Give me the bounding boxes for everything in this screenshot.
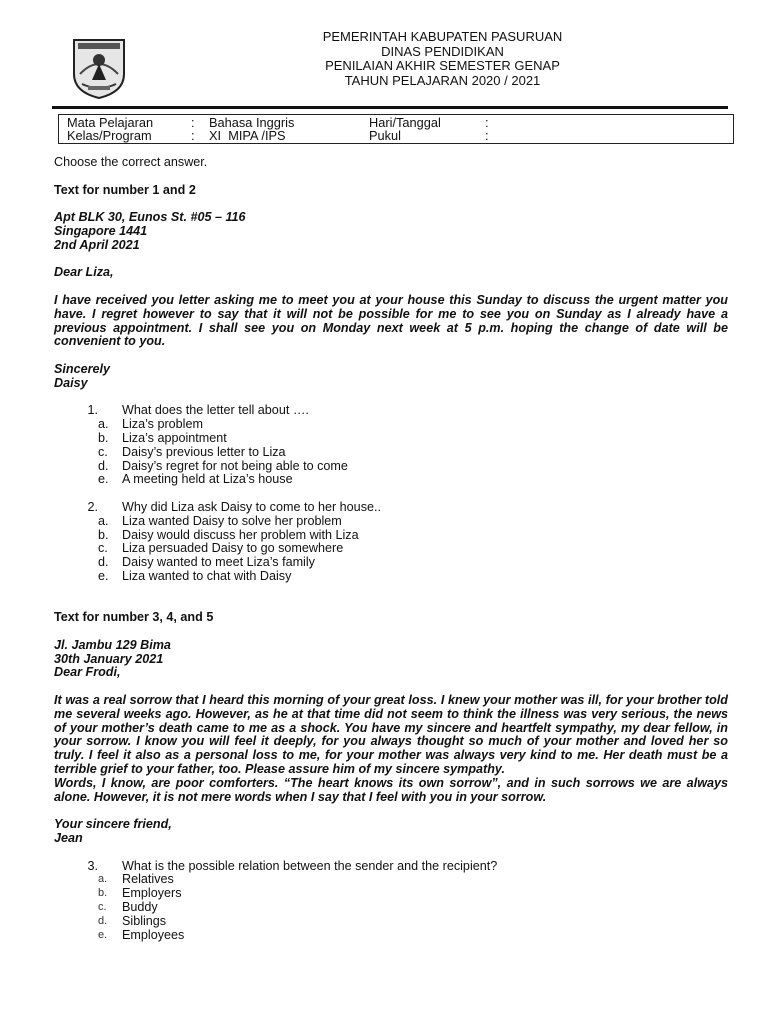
text1-date: 2nd April 2021 — [54, 237, 140, 252]
option-letter: a. — [98, 417, 109, 432]
option-letter: a. — [98, 873, 108, 886]
option-text: Siblings — [122, 913, 167, 928]
answer-option[interactable] — [98, 886, 728, 901]
text2-heading: Text for number 3, 4, and 5 — [54, 610, 214, 625]
question-number: 3. — [87, 858, 98, 873]
question-text: Why did Liza ask Daisy to come to her house.. — [122, 499, 381, 514]
option-text: Liza persuaded Daisy to go somewhere — [122, 541, 344, 556]
question-number: 2. — [87, 499, 98, 514]
text2-salutation: Dear Frodi, — [54, 665, 121, 680]
header-line-government: PEMERINTAH KABUPATEN PASURUAN — [322, 29, 563, 44]
subject-value: Bahasa Inggris — [209, 115, 295, 130]
answer-option[interactable] — [98, 513, 728, 529]
question-number: 1. — [87, 403, 98, 418]
option-text: Daisy would discuss her problem with Liza — [122, 527, 359, 542]
option-text: A meeting held at Liza’s house — [122, 472, 293, 487]
option-text: Relatives — [122, 872, 174, 887]
question-3 — [54, 860, 728, 874]
answer-option[interactable] — [98, 913, 728, 929]
exam-info-box — [58, 114, 734, 144]
text2-address: Jl. Jambu 129 Bima — [54, 637, 171, 652]
exam-header — [250, 30, 635, 88]
day-date-colon: : — [485, 115, 489, 130]
text2-closing: Your sincere friend, — [54, 817, 172, 832]
option-text: Buddy — [122, 900, 158, 915]
subject-label: Mata Pelajaran — [67, 115, 154, 130]
header-line-exam-name: PENILAIAN AKHIR SEMESTER GENAP — [325, 58, 560, 73]
text2-signature: Jean — [54, 831, 83, 846]
text1-salutation: Dear Liza, — [54, 265, 114, 280]
option-text: Daisy’s regret for not being able to come — [122, 458, 348, 473]
answer-option[interactable] — [98, 900, 728, 915]
header-divider — [52, 106, 728, 109]
option-letter: d. — [98, 458, 109, 473]
answer-option[interactable] — [98, 430, 728, 446]
option-text: Liza wanted to chat with Daisy — [122, 568, 292, 583]
option-letter: a. — [98, 513, 109, 528]
option-text: Employees — [122, 927, 185, 942]
answer-option[interactable] — [98, 527, 728, 543]
header-line-academic-year: TAHUN PELAJARAN 2020 / 2021 — [344, 72, 541, 88]
option-text: Daisy’s previous letter to Liza — [122, 444, 286, 459]
answer-option[interactable] — [98, 417, 728, 432]
answer-option[interactable] — [98, 458, 728, 474]
option-letter: c. — [98, 901, 107, 914]
text2-date: 30th January 2021 — [54, 651, 164, 666]
instruction: Choose the correct answer. — [54, 155, 208, 169]
exam-content — [54, 156, 728, 942]
answer-option[interactable] — [98, 444, 728, 460]
text1-body: I have received you letter asking me to meet you at your house this Sunday to discuss the urgent matter you have. I regret however to say that it will not be possible for me to see you on Sunday as I already have a previous appointment. I shall see you on Monday next week at 5 p.m. hoping the change of date will be convenient to you. — [54, 292, 728, 349]
question-1 — [54, 404, 728, 418]
option-letter: c. — [98, 444, 108, 459]
header-line-department: DINAS PENDIDIKAN — [381, 43, 504, 59]
option-letter: c. — [98, 541, 108, 556]
answer-option[interactable] — [98, 472, 728, 487]
subject-colon: : — [191, 115, 195, 130]
text2-body-paragraph-1: It was a real sorrow that I heard this morning of your great loss. I knew your mother was ill, for your brother told me several weeks ago. However, as he at that time did not seem to think the illness was very serious, the news of your mother’s death came to me as a shock. You have my sincere and heartfelt sympathy, my dear fellow, in your sorrow. I know you will feel it deeply, for you always thought so much of your mother and loved her so truly. I feel it also as a personal loss to me, for your mother was always very kind to me. Her death must be a terrible grief to your father, too. Please assure him of my sincere sympathy. — [54, 693, 728, 777]
option-letter: e. — [98, 928, 108, 941]
answer-option[interactable] — [98, 555, 728, 570]
question-text: What does the letter tell about …. — [122, 403, 309, 418]
time-colon: : — [485, 128, 489, 143]
option-text: Employers — [122, 886, 182, 901]
text2-body-paragraph-2: Words, I know, are poor comforters. “The heart knows its own sorrow”, and in such sorrows we are always alone. However, it is not mere words when I say that I feel with you in your sorrow. — [54, 775, 728, 804]
text1-closing: Sincerely — [54, 361, 111, 376]
answer-option[interactable] — [98, 927, 728, 943]
answer-option[interactable] — [98, 568, 728, 584]
text1-address-line1: Apt BLK 30, Eunos St. #05 – 116 — [54, 210, 246, 225]
option-text: Liza’s appointment — [122, 430, 227, 445]
answer-option[interactable] — [98, 872, 728, 887]
option-letter: d. — [98, 914, 108, 927]
option-letter: e. — [98, 472, 109, 487]
class-value: XI MIPA /IPS — [209, 128, 286, 143]
class-label: Kelas/Program — [67, 128, 152, 143]
option-letter: b. — [98, 887, 108, 900]
day-date-label: Hari/Tanggal — [369, 115, 441, 130]
text1-heading: Text for number 1 and 2 — [54, 182, 196, 197]
option-text: Liza’s problem — [122, 417, 203, 432]
text1-address-line2: Singapore 1441 — [54, 223, 148, 238]
option-letter: b. — [98, 527, 109, 542]
regency-emblem-icon — [70, 34, 128, 100]
option-text: Liza wanted Daisy to solve her problem — [122, 513, 342, 528]
option-letter: d. — [98, 555, 109, 570]
option-text: Daisy wanted to meet Liza’s family — [122, 555, 315, 570]
class-colon: : — [191, 128, 195, 143]
question-2 — [54, 501, 728, 515]
answer-option[interactable] — [98, 541, 728, 556]
option-letter: b. — [98, 430, 109, 445]
time-label: Pukul — [369, 128, 402, 143]
question-text: What is the possible relation between the sender and the recipient? — [122, 858, 498, 873]
text1-signature: Daisy — [54, 375, 88, 390]
option-letter: e. — [98, 568, 109, 583]
